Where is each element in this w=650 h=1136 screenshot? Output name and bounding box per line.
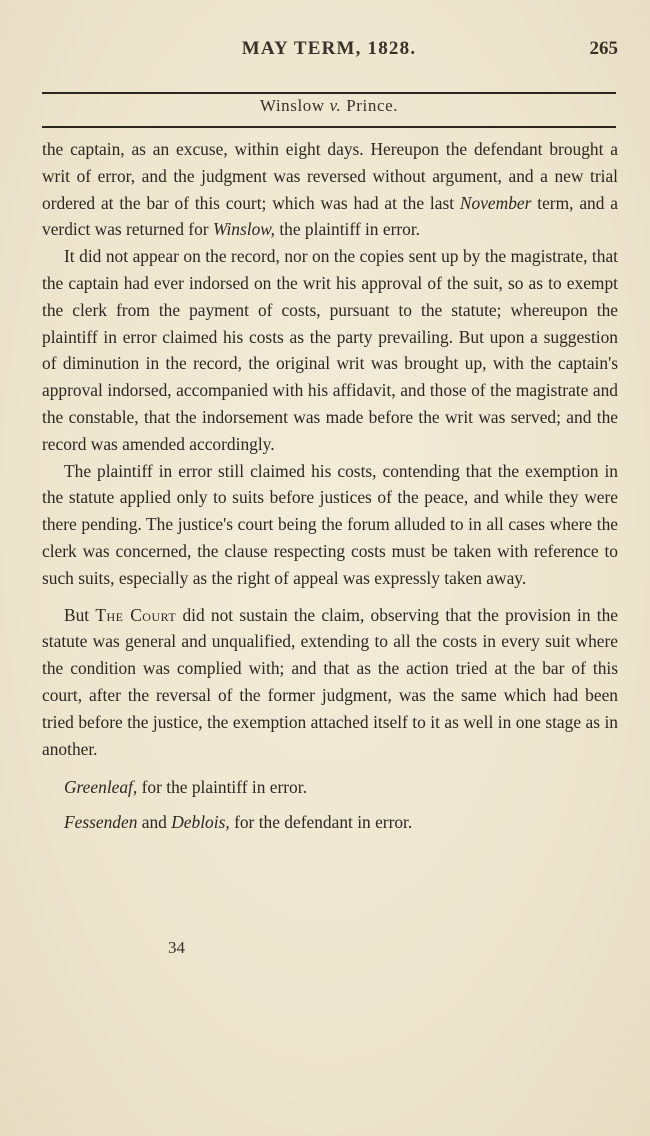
paragraph-1-term: November [459, 192, 532, 213]
paragraph-1-tail: term, and a verdict was returned for [42, 192, 618, 240]
counsel-plaintiff-role: for the plaintiff in error. [141, 777, 307, 798]
paragraph-1-party: Winslow, [212, 219, 275, 240]
case-party-right: Prince. [346, 96, 399, 115]
paragraph-4 [42, 602, 618, 763]
counsel-defendant-role: for the defendant in error. [234, 812, 413, 833]
body-text [42, 136, 618, 836]
running-head [40, 38, 618, 68]
case-party-left: Winslow [259, 96, 325, 115]
case-caption [42, 96, 616, 116]
paragraph-1 [42, 136, 618, 243]
top-rule [42, 92, 616, 94]
case-versus: v. [329, 96, 342, 115]
paragraph-2: It did not appear on the record, nor on the copies sent up by the magistrate, that the captain had ever indorsed on the writ his approval of the suit, so as to exempt the clerk from the payment of costs, pursuant to the statute; whereupon the plaintiff in error claimed his costs as the party prevailing. But upon a suggestion of diminution in the record, the original writ was brought up, with the captain's approval indorsed, accompanied with his affidavit, and those of the magistrate and the constable, that the indorsement was made before the writ was served; and the record was amended accordingly. [42, 246, 618, 454]
counsel-defendant-name-2: Deblois, [171, 812, 230, 833]
counsel-defendant [42, 809, 618, 836]
paragraph-1-end: the plaintiff in error. [279, 219, 421, 240]
paragraph-4-rest: did not sustain the claim, observing that the provision in the statute was general and unqualified, extending to all the costs in every suit where the condition was complied with; and that as the action tried at the bar of this court, after the reversal of the former judgment, was the same which had been tried before the justice, the exemption attached itself to it as well in one stage as in another. [42, 604, 618, 759]
signature-mark: 34 [168, 938, 185, 957]
paragraph-4-start: But [64, 604, 90, 625]
paragraph-4-court: The Court [95, 604, 177, 625]
page-number: 265 [589, 38, 618, 59]
counsel-plaintiff-name: Greenleaf, [64, 777, 138, 798]
running-title: MAY TERM, 1828. [241, 38, 417, 59]
paragraph-3: The plaintiff in error still claimed his costs, contending that the exemption in the statute applied only to suits before justices of the peace, and while they were there pending. The justice's court being the forum alluded to in all cases where the clerk was concerned, the clause respecting costs must be taken with reference to such suits, especially as the right of appeal was expressly taken away. [42, 460, 618, 588]
counsel-defendant-and: and [141, 812, 167, 833]
paragraph-1-text: the captain, as an excuse, within eight days. Hereupon the defendant brought a writ of error, and the judgment was reversed without argument, and a new trial ordered at the bar of this court; which was had at the last [42, 139, 618, 213]
bottom-rule [42, 126, 616, 128]
counsel-defendant-name-1: Fessenden [64, 812, 138, 833]
counsel-plaintiff [42, 774, 618, 801]
